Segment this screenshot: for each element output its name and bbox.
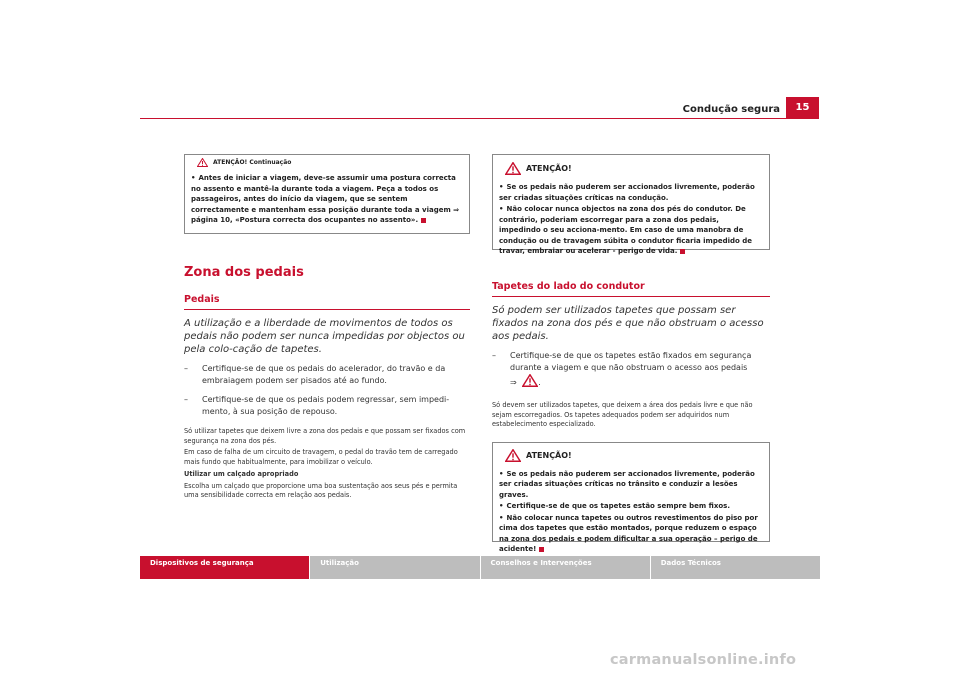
step-dash: – — [492, 351, 496, 360]
bullet: • — [499, 469, 504, 478]
lead-text: Só podem ser utilizados tapetes que possam ser fixados na zona dos pés e que não obstruam o acesso aos pedais. — [492, 305, 764, 342]
warning-label: ATENÇÃO! Continuação — [213, 159, 292, 166]
left-column — [184, 154, 470, 501]
warning-header — [493, 443, 769, 466]
warning-triangle-icon — [505, 449, 521, 462]
step-dash: – — [184, 395, 188, 404]
warning-text: Não colocar nunca objectos na zona dos pés do condutor. De contrário, poderiam escorregar para a zona dos pedais, impedindo o seu acciona-mento. Em caso de uma manobra de condução ou de travagem súbita o condutor ficaria impedido de travar, embraiar ou acelerar - perigo de vida. — [499, 205, 753, 255]
warning-triangle-icon — [197, 158, 208, 167]
section-title: Tapetes do lado do condutor — [492, 281, 770, 297]
warning-triangle-icon — [522, 374, 538, 391]
step-text: Certifique-se de que os pedais do acelerador, do travão e da embraiagem podem ser pisados até ao fundo. — [202, 364, 446, 385]
warning-box — [492, 154, 770, 255]
paragraph: Só devem ser utilizados tapetes, que deixem a área dos pedais livre e que não sejam escorregadios. Os tapetes adequados podem ser adquiridos num estabelecimento especializado. — [492, 401, 753, 428]
step-dash: – — [184, 364, 188, 373]
warning-label: ATENÇÃO! — [526, 164, 572, 173]
bullet: • — [499, 513, 504, 522]
right-column — [492, 154, 770, 553]
paragraph-heading: Utilizar um calçado apropriado — [184, 470, 299, 478]
subsection-title: Pedais — [184, 294, 470, 310]
warning-text: Não colocar nunca tapetes ou outros revestimentos do piso por cima dos tapetes que estão montados, porque reduzem o espaço na zona dos pedais e podem dificultar a sua operação – perigo de acidente! — [499, 513, 758, 553]
warning-continuation-box — [184, 154, 470, 234]
arrow-icon: ⇒ — [510, 378, 517, 387]
tab-dados-tecnicos[interactable]: Dados Técnicos — [651, 556, 820, 579]
warning-header — [493, 155, 769, 179]
footer-nav — [140, 556, 820, 579]
paragraph: Só utilizar tapetes que deixem livre a zona dos pedais e que possam ser fixados com segurança na zona dos pés. — [184, 427, 466, 445]
tab-conselhos-e-intervencoes[interactable]: Conselhos e Intervenções — [481, 556, 650, 579]
bullet: • — [499, 502, 504, 510]
step-item — [184, 394, 470, 418]
watermark: carmanualsonline.info — [610, 652, 797, 668]
bullet: • — [191, 174, 196, 182]
tab-dispositivos-de-seguranca[interactable]: Dispositivos de segurança — [140, 556, 309, 579]
warning-body — [185, 169, 469, 232]
warning-text: Antes de iniciar a viagem, deve-se assumir uma postura correcta no assento e mantê-la durante toda a viagem. Peça a todos os passageiros, antes do início da viagem, que se sentem correctamente e mantenham essa posição durante toda a viagem ⇒ página 10, «Postura correcta dos ocupantes no assento». — [191, 174, 460, 224]
warning-text: Se os pedais não puderem ser accionados livremente, poderão ser criadas situações críticas no trânsito e conduzir a lesões graves. — [499, 469, 755, 499]
paragraph: Escolha um calçado que proporcione uma boa sustentação aos seus pés e permita uma sensibilidade correcta em relação aos pedais. — [184, 481, 458, 499]
warning-label: ATENÇÃO! — [526, 450, 572, 460]
warning-body — [493, 466, 769, 561]
lead-text: A utilização e a liberdade de movimentos de todos os pedais não podem ser nunca impedidas por objectos ou pela colo-cação de tapetes. — [184, 318, 465, 355]
section-title: Zona dos pedais — [184, 265, 304, 280]
running-header-title: Condução segura — [682, 104, 780, 115]
page-number: 15 — [786, 97, 819, 118]
end-mark-icon — [539, 547, 544, 552]
warning-body — [493, 179, 769, 263]
warning-header — [185, 155, 469, 169]
warning-box — [492, 442, 770, 553]
bullet: • — [499, 205, 504, 213]
end-mark-icon — [680, 249, 685, 254]
tab-utilizacao[interactable]: Utilização — [310, 556, 479, 579]
warning-text: Se os pedais não puderem ser accionados livremente, poderão ser criadas situações críticas na condução. — [499, 183, 755, 202]
header-rule — [140, 118, 819, 119]
step-text: Certifique-se de que os pedais podem regressar, sem impedi-mento, à sua posição de repouso. — [202, 395, 450, 416]
end-mark-icon — [421, 218, 426, 223]
step-item — [184, 363, 470, 387]
warning-triangle-icon — [505, 162, 521, 175]
paragraph: Em caso de falha de um circuito de travagem, o pedal do travão tem de carregado mais fundo que habitualmente, para imobilizar o veículo. — [184, 448, 458, 466]
warning-text: Certifique-se de que os tapetes estão sempre bem fixos. — [506, 502, 730, 510]
step-text: Certifique-se de que os tapetes estão fixados em segurança durante a viagem e que não obstruam o acesso aos pedais — [510, 351, 752, 372]
bullet: • — [499, 183, 504, 191]
step-item: – Certifique-se de que os tapetes estão fixados em segurança durante a viagem e que não obstruam o acesso aos pedais ⇒ . — [492, 350, 770, 391]
